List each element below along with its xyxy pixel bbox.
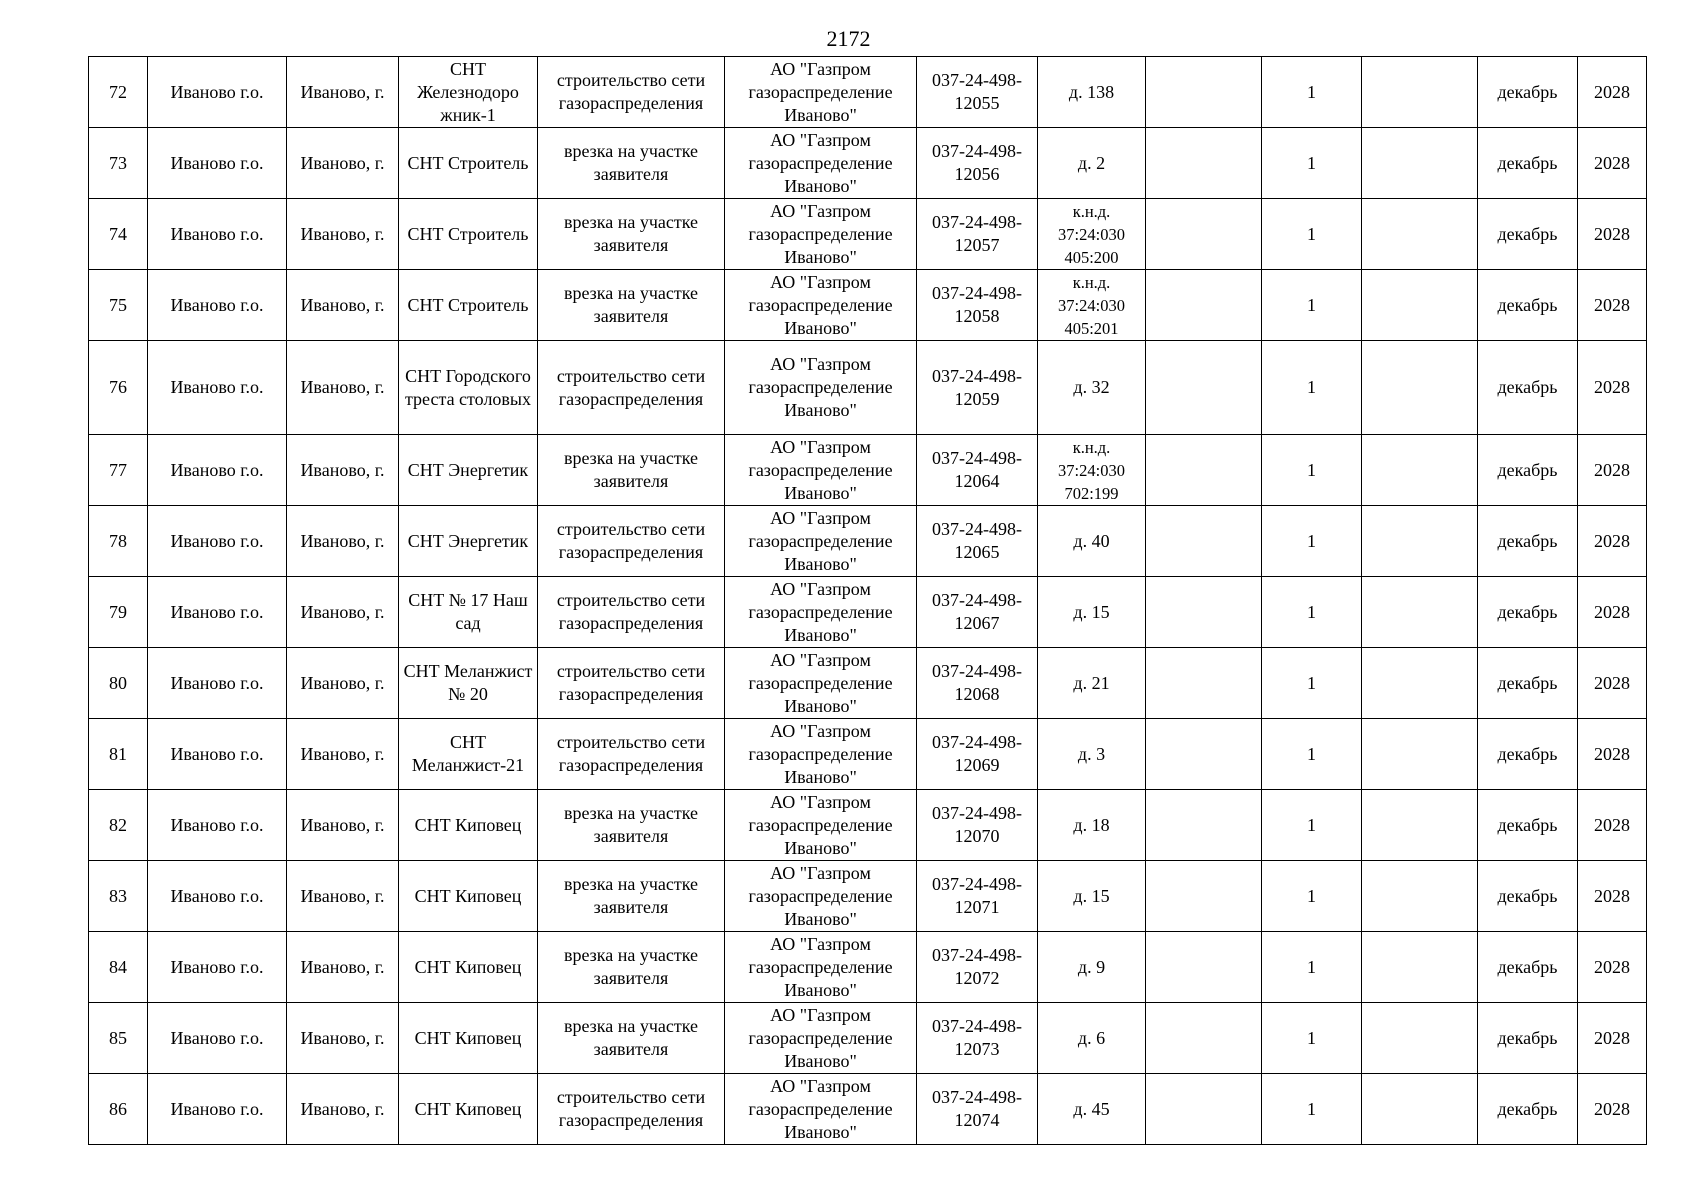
empty-cell <box>1146 57 1262 128</box>
city-cell: Иваново, г. <box>287 270 399 341</box>
table-row <box>89 1003 1647 1074</box>
row-number: 72 <box>89 57 148 128</box>
row-number: 76 <box>89 341 148 435</box>
address-cell: д. 15 <box>1038 577 1146 648</box>
row-number: 78 <box>89 506 148 577</box>
organization-cell: АО "Газпром газораспределение Иваново" <box>725 861 917 932</box>
organization-cell: АО "Газпром газораспределение Иваново" <box>725 790 917 861</box>
row-number: 73 <box>89 128 148 199</box>
empty-cell <box>1146 932 1262 1003</box>
place-cell: СНТ Строитель <box>399 128 538 199</box>
month-cell: декабрь <box>1478 648 1578 719</box>
city-cell: Иваново, г. <box>287 790 399 861</box>
address-cell: д. 18 <box>1038 790 1146 861</box>
count-cell: 1 <box>1262 577 1362 648</box>
city-cell: Иваново, г. <box>287 341 399 435</box>
address-cell: д. 3 <box>1038 719 1146 790</box>
empty-cell <box>1146 790 1262 861</box>
empty-cell <box>1362 341 1478 435</box>
request-code-cell: 037-24-498-12072 <box>917 932 1038 1003</box>
empty-cell <box>1362 861 1478 932</box>
address-cell: д. 6 <box>1038 1003 1146 1074</box>
place-cell: СНТ Меланжист № 20 <box>399 648 538 719</box>
organization-cell: АО "Газпром газораспределение Иваново" <box>725 1003 917 1074</box>
request-code-cell: 037-24-498-12065 <box>917 506 1038 577</box>
month-cell: декабрь <box>1478 57 1578 128</box>
district-cell: Иваново г.о. <box>148 790 287 861</box>
row-number: 82 <box>89 790 148 861</box>
table-row <box>89 57 1647 128</box>
year-cell: 2028 <box>1578 128 1647 199</box>
empty-cell <box>1146 341 1262 435</box>
empty-cell <box>1362 128 1478 199</box>
empty-cell <box>1362 199 1478 270</box>
place-cell: СНТ Киповец <box>399 790 538 861</box>
month-cell: декабрь <box>1478 506 1578 577</box>
work-type-cell: строительство сети газораспределения <box>538 57 725 128</box>
empty-cell <box>1146 435 1262 506</box>
district-cell: Иваново г.о. <box>148 861 287 932</box>
request-code-cell: 037-24-498-12069 <box>917 719 1038 790</box>
row-number: 75 <box>89 270 148 341</box>
month-cell: декабрь <box>1478 719 1578 790</box>
request-code-cell: 037-24-498-12064 <box>917 435 1038 506</box>
row-number: 80 <box>89 648 148 719</box>
city-cell: Иваново, г. <box>287 57 399 128</box>
year-cell: 2028 <box>1578 790 1647 861</box>
empty-cell <box>1146 506 1262 577</box>
year-cell: 2028 <box>1578 1074 1647 1145</box>
empty-cell <box>1362 1003 1478 1074</box>
work-type-cell: врезка на участке заявителя <box>538 270 725 341</box>
empty-cell <box>1146 128 1262 199</box>
year-cell: 2028 <box>1578 199 1647 270</box>
work-type-cell: врезка на участке заявителя <box>538 861 725 932</box>
organization-cell: АО "Газпром газораспределение Иваново" <box>725 932 917 1003</box>
table-row <box>89 648 1647 719</box>
month-cell: декабрь <box>1478 199 1578 270</box>
table-row <box>89 577 1647 648</box>
year-cell: 2028 <box>1578 719 1647 790</box>
district-cell: Иваново г.о. <box>148 506 287 577</box>
page-number: 2172 <box>826 26 871 51</box>
organization-cell: АО "Газпром газораспределение Иваново" <box>725 57 917 128</box>
district-cell: Иваново г.о. <box>148 270 287 341</box>
district-cell: Иваново г.о. <box>148 577 287 648</box>
place-cell: СНТ Энергетик <box>399 435 538 506</box>
empty-cell <box>1146 648 1262 719</box>
row-number: 79 <box>89 577 148 648</box>
district-cell: Иваново г.о. <box>148 199 287 270</box>
year-cell: 2028 <box>1578 270 1647 341</box>
place-cell: СНТ Меланжист-21 <box>399 719 538 790</box>
year-cell: 2028 <box>1578 435 1647 506</box>
organization-cell: АО "Газпром газораспределение Иваново" <box>725 1074 917 1145</box>
request-code-cell: 037-24-498-12059 <box>917 341 1038 435</box>
district-cell: Иваново г.о. <box>148 1074 287 1145</box>
empty-cell <box>1146 719 1262 790</box>
count-cell: 1 <box>1262 435 1362 506</box>
month-cell: декабрь <box>1478 577 1578 648</box>
row-number: 74 <box>89 199 148 270</box>
table-body <box>89 57 1647 1145</box>
request-code-cell: 037-24-498-12057 <box>917 199 1038 270</box>
work-type-cell: врезка на участке заявителя <box>538 435 725 506</box>
month-cell: декабрь <box>1478 128 1578 199</box>
organization-cell: АО "Газпром газораспределение Иваново" <box>725 199 917 270</box>
city-cell: Иваново, г. <box>287 932 399 1003</box>
organization-cell: АО "Газпром газораспределение Иваново" <box>725 435 917 506</box>
empty-cell <box>1146 1074 1262 1145</box>
city-cell: Иваново, г. <box>287 199 399 270</box>
district-cell: Иваново г.о. <box>148 57 287 128</box>
place-cell: СНТ Киповец <box>399 1003 538 1074</box>
month-cell: декабрь <box>1478 435 1578 506</box>
district-cell: Иваново г.о. <box>148 341 287 435</box>
empty-cell <box>1362 577 1478 648</box>
request-code-cell: 037-24-498-12055 <box>917 57 1038 128</box>
row-number: 81 <box>89 719 148 790</box>
district-cell: Иваново г.о. <box>148 1003 287 1074</box>
year-cell: 2028 <box>1578 861 1647 932</box>
month-cell: декабрь <box>1478 790 1578 861</box>
table-row <box>89 270 1647 341</box>
count-cell: 1 <box>1262 932 1362 1003</box>
place-cell: СНТ Киповец <box>399 932 538 1003</box>
city-cell: Иваново, г. <box>287 577 399 648</box>
row-number: 84 <box>89 932 148 1003</box>
empty-cell <box>1146 861 1262 932</box>
address-cell: д. 138 <box>1038 57 1146 128</box>
table-row <box>89 199 1647 270</box>
table-row <box>89 790 1647 861</box>
place-cell: СНТ № 17 Наш сад <box>399 577 538 648</box>
year-cell: 2028 <box>1578 1003 1647 1074</box>
empty-cell <box>1362 648 1478 719</box>
year-cell: 2028 <box>1578 577 1647 648</box>
count-cell: 1 <box>1262 790 1362 861</box>
address-cell: д. 21 <box>1038 648 1146 719</box>
row-number: 85 <box>89 1003 148 1074</box>
request-code-cell: 037-24-498-12058 <box>917 270 1038 341</box>
empty-cell <box>1362 719 1478 790</box>
organization-cell: АО "Газпром газораспределение Иваново" <box>725 341 917 435</box>
count-cell: 1 <box>1262 719 1362 790</box>
work-type-cell: врезка на участке заявителя <box>538 790 725 861</box>
table-row <box>89 932 1647 1003</box>
work-type-cell: врезка на участке заявителя <box>538 128 725 199</box>
place-cell: СНТ Энергетик <box>399 506 538 577</box>
address-cell: д. 9 <box>1038 932 1146 1003</box>
address-cell: д. 40 <box>1038 506 1146 577</box>
row-number: 86 <box>89 1074 148 1145</box>
work-type-cell: врезка на участке заявителя <box>538 1003 725 1074</box>
district-cell: Иваново г.о. <box>148 648 287 719</box>
count-cell: 1 <box>1262 199 1362 270</box>
address-cell: к.н.д. 37:24:030 405:201 <box>1038 270 1146 341</box>
request-code-cell: 037-24-498-12070 <box>917 790 1038 861</box>
request-code-cell: 037-24-498-12056 <box>917 128 1038 199</box>
count-cell: 1 <box>1262 341 1362 435</box>
city-cell: Иваново, г. <box>287 1074 399 1145</box>
city-cell: Иваново, г. <box>287 435 399 506</box>
table-row <box>89 861 1647 932</box>
city-cell: Иваново, г. <box>287 719 399 790</box>
count-cell: 1 <box>1262 270 1362 341</box>
request-code-cell: 037-24-498-12067 <box>917 577 1038 648</box>
table-row <box>89 341 1647 435</box>
request-code-cell: 037-24-498-12074 <box>917 1074 1038 1145</box>
address-cell: д. 32 <box>1038 341 1146 435</box>
month-cell: декабрь <box>1478 932 1578 1003</box>
city-cell: Иваново, г. <box>287 506 399 577</box>
place-cell: СНТ Городского треста столовых <box>399 341 538 435</box>
month-cell: декабрь <box>1478 861 1578 932</box>
empty-cell <box>1362 790 1478 861</box>
month-cell: декабрь <box>1478 270 1578 341</box>
empty-cell <box>1146 1003 1262 1074</box>
organization-cell: АО "Газпром газораспределение Иваново" <box>725 270 917 341</box>
month-cell: декабрь <box>1478 1074 1578 1145</box>
empty-cell <box>1362 270 1478 341</box>
year-cell: 2028 <box>1578 341 1647 435</box>
address-cell: д. 2 <box>1038 128 1146 199</box>
empty-cell <box>1362 932 1478 1003</box>
empty-cell <box>1146 199 1262 270</box>
month-cell: декабрь <box>1478 341 1578 435</box>
city-cell: Иваново, г. <box>287 648 399 719</box>
count-cell: 1 <box>1262 1003 1362 1074</box>
place-cell: СНТ Железнодоро жник-1 <box>399 57 538 128</box>
work-type-cell: строительство сети газораспределения <box>538 577 725 648</box>
request-code-cell: 037-24-498-12071 <box>917 861 1038 932</box>
count-cell: 1 <box>1262 128 1362 199</box>
work-type-cell: строительство сети газораспределения <box>538 648 725 719</box>
year-cell: 2028 <box>1578 57 1647 128</box>
empty-cell <box>1362 506 1478 577</box>
place-cell: СНТ Киповец <box>399 1074 538 1145</box>
count-cell: 1 <box>1262 648 1362 719</box>
district-cell: Иваново г.о. <box>148 719 287 790</box>
row-number: 83 <box>89 861 148 932</box>
address-cell: к.н.д. 37:24:030 702:199 <box>1038 435 1146 506</box>
city-cell: Иваново, г. <box>287 1003 399 1074</box>
work-type-cell: строительство сети газораспределения <box>538 719 725 790</box>
work-type-cell: строительство сети газораспределения <box>538 1074 725 1145</box>
place-cell: СНТ Строитель <box>399 199 538 270</box>
empty-cell <box>1362 435 1478 506</box>
district-cell: Иваново г.о. <box>148 128 287 199</box>
organization-cell: АО "Газпром газораспределение Иваново" <box>725 506 917 577</box>
address-cell: д. 15 <box>1038 861 1146 932</box>
city-cell: Иваново, г. <box>287 128 399 199</box>
count-cell: 1 <box>1262 861 1362 932</box>
organization-cell: АО "Газпром газораспределение Иваново" <box>725 648 917 719</box>
request-code-cell: 037-24-498-12068 <box>917 648 1038 719</box>
work-type-cell: врезка на участке заявителя <box>538 199 725 270</box>
table-row <box>89 719 1647 790</box>
count-cell: 1 <box>1262 57 1362 128</box>
table-row <box>89 128 1647 199</box>
empty-cell <box>1362 57 1478 128</box>
table-row <box>89 506 1647 577</box>
place-cell: СНТ Строитель <box>399 270 538 341</box>
table-row <box>89 1074 1647 1145</box>
address-cell: к.н.д. 37:24:030 405:200 <box>1038 199 1146 270</box>
city-cell: Иваново, г. <box>287 861 399 932</box>
work-type-cell: строительство сети газораспределения <box>538 506 725 577</box>
count-cell: 1 <box>1262 1074 1362 1145</box>
district-cell: Иваново г.о. <box>148 932 287 1003</box>
empty-cell <box>1362 1074 1478 1145</box>
count-cell: 1 <box>1262 506 1362 577</box>
month-cell: декабрь <box>1478 1003 1578 1074</box>
empty-cell <box>1146 577 1262 648</box>
year-cell: 2028 <box>1578 932 1647 1003</box>
request-code-cell: 037-24-498-12073 <box>917 1003 1038 1074</box>
organization-cell: АО "Газпром газораспределение Иваново" <box>725 577 917 648</box>
year-cell: 2028 <box>1578 506 1647 577</box>
organization-cell: АО "Газпром газораспределение Иваново" <box>725 719 917 790</box>
work-type-cell: врезка на участке заявителя <box>538 932 725 1003</box>
row-number: 77 <box>89 435 148 506</box>
organization-cell: АО "Газпром газораспределение Иваново" <box>725 128 917 199</box>
year-cell: 2028 <box>1578 648 1647 719</box>
empty-cell <box>1146 270 1262 341</box>
district-cell: Иваново г.о. <box>148 435 287 506</box>
address-cell: д. 45 <box>1038 1074 1146 1145</box>
table-row <box>89 435 1647 506</box>
place-cell: СНТ Киповец <box>399 861 538 932</box>
work-type-cell: строительство сети газораспределения <box>538 341 725 435</box>
gas-connection-table <box>88 56 1647 1145</box>
